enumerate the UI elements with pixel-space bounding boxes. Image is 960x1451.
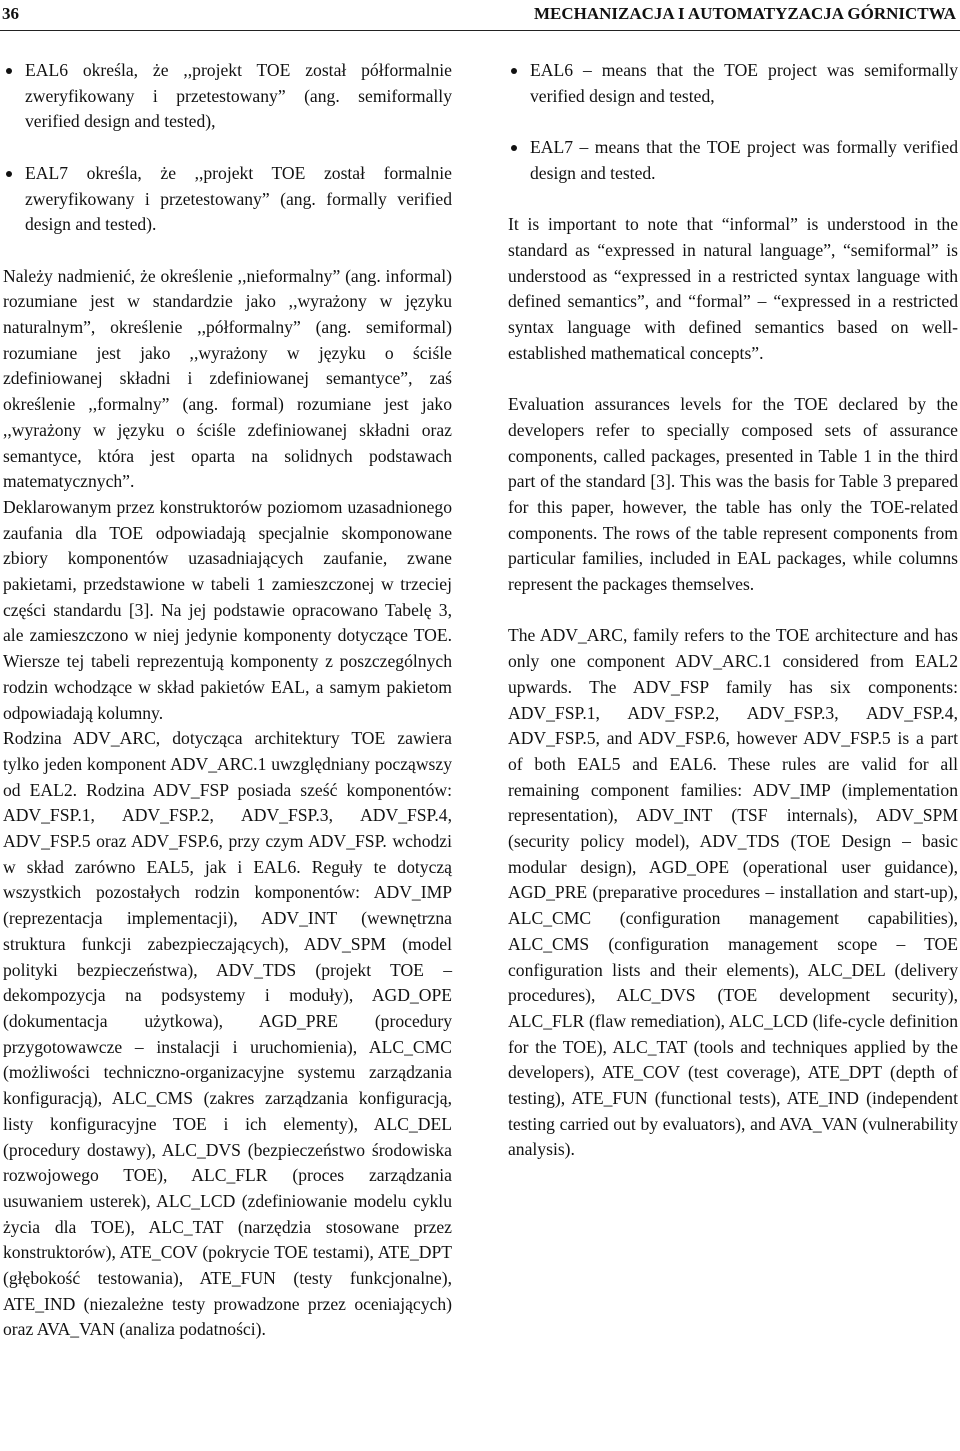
paragraph: Rodzina ADV_ARC, dotycząca architektury TOE zawiera tylko jeden komponent ADV_ARC.1 uwzględniany począwszy od EAL2. Rodzina ADV_FSP posiada sześć komponentów: ADV_FSP.1, ADV_FSP.2, ADV_FSP.3, ADV_FSP.4, ADV_FSP.5 oraz ADV_FSP.6, przy czym ADV_FSP. wchodzi w skład zarówno EAL5, jak i EAL6. Reguły te dotyczą wszystkich pozostałych rodzin komponentów: ADV_IMP (reprezentacja implementacji), ADV_INT (wewnętrzna struktura funkcji zabezpieczających), ADV_SPM (model polityki bezpieczeństwa), ADV_TDS (projekt TOE – dekompozycja na podsystemy i moduły), AGD_OPE (dokumentacja użytkowa), AGD_PRE (procedury przygotowawcze – instalacji i uruchomienia), ALC_CMC (możliwości techniczno-organizacyjne systemu zarządzania konfiguracją), ALC_CMS (zakres zarządzania konfiguracją, listy konfiguracyjne TOE i ich elementy), ALC_DEL (procedury dostawy), ALC_DVS (bezpieczeństwo środowiska rozwojowego TOE), ALC_FLR (proces zarządzania usuwaniem usterek), ALC_LCD (zdefiniowanie modelu cyklu życia dla TOE), ALC_TAT (narzędzia stosowane przez konstruktorów), ATE_COV (pokrycie TOE testami), ATE_DPT (głębokość testowania), ATE_FUN (testy funkcjonalne), ATE_IND (niezależne testy prowadzone przez oceniających) oraz AVA_VAN (analiza podatności). — [3, 728, 452, 1340]
left-column — [3, 58, 452, 1343]
paragraph: The ADV_ARC, family refers to the TOE architecture and has only one component ADV_ARC.1 considered from EAL2 upwards. The ADV_FSP family has six components: ADV_FSP.1, ADV_FSP.2, ADV_FSP.3, ADV_FSP.4, ADV_FSP.5, and ADV_FSP.6, however ADV_FSP.5 is a part of both EAL5 and EAL6. These rules are valid for all remaining component families: ADV_IMP (implementation representation), ADV_INT (TSF internals), ADV_SPM (security policy model), ADV_TDS (TOE Design – basic modular design), AGD_OPE (operational user guidance), AGD_PRE (preparative procedures – installation and start-up), ALC_CMC (configuration management capabilities), ALC_CMS (configuration management scope – TOE configuration lists and their elements), ALC_DEL (delivery procedures), ALC_DVS (TOE development security), ALC_FLR (flaw remediation), ALC_LCD (life-cycle definition for the TOE), ALC_TAT (tools and techniques applied by the developers), ATE_COV (test coverage), ATE_DPT (depth of testing), ATE_FUN (functional tests), ATE_IND (independent testing carried out by evaluators), and AVA_VAN (vulnerability analysis). — [508, 625, 958, 1160]
paragraph: Deklarowanym przez konstruktorów poziomom uzasadnionego zaufania dla TOE odpowiadają specjalnie skomponowane zbiory komponentów uzasadniających zaufanie, zwane pakietami, przedstawione w tabeli 1 zamieszczonej w trzeciej części standardu [3]. Na jej podstawie opracowano Tabelę 3, ale zamieszczono w niej jedynie komponenty dotyczące TOE. Wiersze tej tabeli reprezentują komponenty z poszczególnych rodzin wchodzące w skład pakietów EAL, a samym pakietom odpowiadają kolumny. — [3, 496, 452, 723]
page-header — [0, 0, 960, 34]
journal-title: MECHANIZACJA I AUTOMATYZACJA GÓRNICTWA — [533, 4, 956, 23]
paragraph: Evaluation assurances levels for the TOE declared by the developers refer to specially composed sets of assurance components, called packages, presented in Table 1 in the third part of the standard [3]. This was the basis for Table 3 prepared for this paper, however, the table has only the TOE-related components. The rows of the table represent components from particular families, included in EAL packages, while columns represent the packages themselves. — [508, 394, 958, 595]
list-item: EAL6 określa, że ,,projekt TOE został półformalnie zweryfikowany i przetestowany” (ang. semiformally verified design and tested), — [3, 58, 452, 135]
header-rule — [0, 30, 960, 31]
list-item: EAL6 – means that the TOE project was semiformally verified design and tested, — [508, 58, 958, 109]
right-bullet-list — [508, 58, 958, 187]
paragraph: It is important to note that “informal” is understood in the standard as “expressed in natural language”, “semiformal” is understood as “expressed in a restricted syntax language with defined semantics”, and “formal” – “expressed in a restricted syntax language with defined semantics based on well-established mathematical concepts”. — [508, 214, 958, 363]
list-item: EAL7 określa, że ,,projekt TOE został formalnie zweryfikowany i przetestowany” (ang. formally verified design and tested). — [3, 161, 452, 238]
paragraph: Należy nadmienić, że określenie ,,nieformalny” (ang. informal) rozumiane jest w standardzie jako ,,wyrażony w języku naturalnym”, określenie ,,półformalny” (ang. semiformal) rozumiane jest jako ,,wyrażony w języku o ściśle zdefiniowanej składni i zdefiniowanej semantyce”, zaś określenie ,,formalny” (ang. formal) rozumiane jest jako ,,wyrażony w języku o ściśle zdefiniowanej składni oraz semantyce, która jest oparta na solidnych podstawach matematycznych”. — [3, 265, 452, 492]
list-item: EAL7 – means that the TOE project was formally verified design and tested. — [508, 135, 958, 186]
right-column — [508, 58, 958, 1163]
left-bullet-list — [3, 58, 452, 238]
page-number: 36 — [2, 4, 19, 23]
